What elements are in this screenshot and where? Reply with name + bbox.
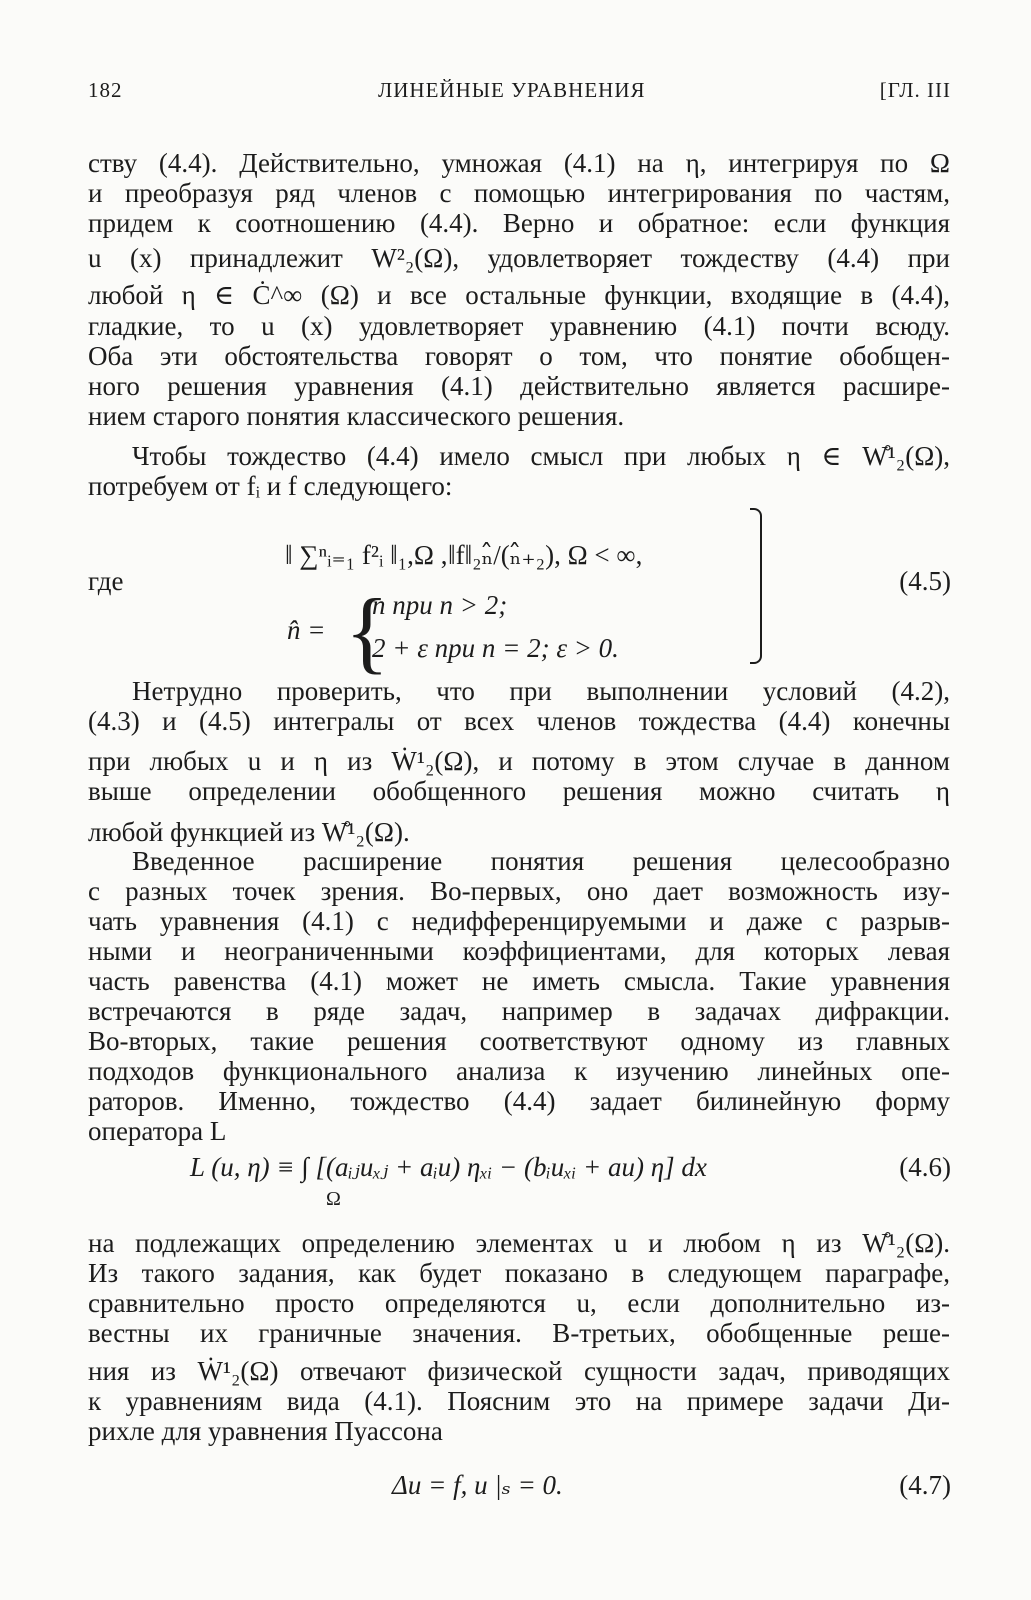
equation-number: (4.6) (899, 1152, 951, 1182)
text-line: Введенное расширение понятия решения целесообразно (132, 846, 950, 876)
text-line: придем к соотношению (4.4). Верно и обратное: если функция (88, 208, 950, 238)
text-line: Из такого задания, как будет показано в следующем параграфе, (88, 1258, 950, 1288)
text-line: ными и неограниченными коэффициентами, для которых левая (88, 936, 950, 966)
integral-domain: Ω (326, 1188, 341, 1210)
text-line: подходов функционального анализа к изучению линейных опе- (88, 1056, 950, 1086)
text-line: Оба эти обстоятельства говорят о том, что понятие обобщен- (88, 341, 950, 371)
text-line: раторов. Именно, тождество (4.4) задает билинейную форму (88, 1086, 950, 1116)
text-line: оператора L (88, 1116, 227, 1146)
text-line: вестны их граничные значения. В-третьих, обобщенные реше- (88, 1318, 950, 1348)
text-line: потребуем от fᵢ и f следующего: (88, 471, 453, 501)
text-line: выше определении обобщенного решения можно считать η (88, 776, 950, 806)
text-line: на подлежащих определению элементах u и любом η из W̊¹₂(Ω). (88, 1228, 950, 1258)
formula-norm-sum: ‖ ∑ⁿᵢ₌₁ f²ᵢ ‖₁,Ω , (285, 540, 448, 570)
text-line: любой функцией из W̊¹₂(Ω). (88, 817, 410, 847)
formula-46: L (u, η) ≡ ∫ [(aᵢⱼuₓⱼ + aᵢu) ηₓᵢ − (bᵢuₓᵢ + au) η] dx (190, 1152, 707, 1182)
text-line: и преобразуя ряд членов с помощью интегрирования по частям, (88, 178, 950, 208)
text-line: любой η ∈ Ċ^∞ (Ω) и все остальные функции, входящие в (4.4), (88, 280, 950, 310)
equation-number: (4.7) (899, 1470, 951, 1500)
text-line: Во-вторых, такие решения соответствуют одному из главных (88, 1026, 950, 1056)
left-brace: { (345, 580, 390, 682)
text-line: часть равенства (4.1) может не иметь смысла. Такие уравнения (88, 966, 950, 996)
text-line: Нетрудно проверить, что при выполнении условий (4.2), (132, 676, 950, 706)
text-line: сравнительно просто определяются u, если дополнительно из- (88, 1288, 950, 1318)
case-2: 2 + ε при n = 2; ε > 0. (372, 633, 619, 663)
text-line: ния из Ẇ¹₂(Ω) отвечают физической сущности задач, приводящих (88, 1356, 950, 1386)
text-line: (4.3) и (4.5) интегралы от всех членов тождества (4.4) конечны (88, 706, 950, 736)
text-line: чать уравнения (4.1) с недифференцируемыми и даже с разрыв- (88, 906, 950, 936)
nhat-label: n̂ = (287, 615, 326, 645)
text-line: встречаются в ряде задач, например в задачах дифракции. (88, 996, 950, 1026)
text-line: нием старого понятия классического решения. (88, 401, 625, 431)
text-line: ного решения уравнения (4.1) действительно является расшире- (88, 371, 950, 401)
equation-number: (4.5) (899, 566, 951, 596)
running-title: ЛИНЕЙНЫЕ УРАВНЕНИЯ (378, 78, 646, 102)
text-line: Чтобы тождество (4.4) имело смысл при любых η ∈ W̊¹₂(Ω), (132, 441, 950, 471)
text-line: u (x) принадлежит W²₂(Ω), удовлетворяет тождеству (4.4) при (88, 243, 950, 273)
chapter-label: [ГЛ. III (879, 78, 951, 102)
right-brace (750, 508, 762, 664)
formula-47: Δu = f, u |ₛ = 0. (392, 1470, 563, 1500)
text-line: рихле для уравнения Пуассона (88, 1416, 443, 1446)
formula-norm-f: ‖f‖₂ₙ̂/(ₙ̂₊₂), Ω < ∞, (448, 540, 643, 570)
case-1: n при n > 2; (372, 590, 508, 620)
text-line: ству (4.4). Действительно, умножая (4.1) на η, интегрируя по Ω (88, 148, 950, 178)
text-line: при любых u и η из Ẇ¹₂(Ω), и потому в этом случае в данном (88, 746, 950, 776)
text-line: к уравнениям вида (4.1). Поясним это на примере задачи Ди- (88, 1386, 950, 1416)
page-number: 182 (88, 78, 123, 102)
where-label: где (88, 566, 124, 596)
text-line: с разных точек зрения. Во-первых, оно дает возможность изу- (88, 876, 950, 906)
text-line: гладкие, то u (x) удовлетворяет уравнению (4.1) почти всюду. (88, 311, 950, 341)
